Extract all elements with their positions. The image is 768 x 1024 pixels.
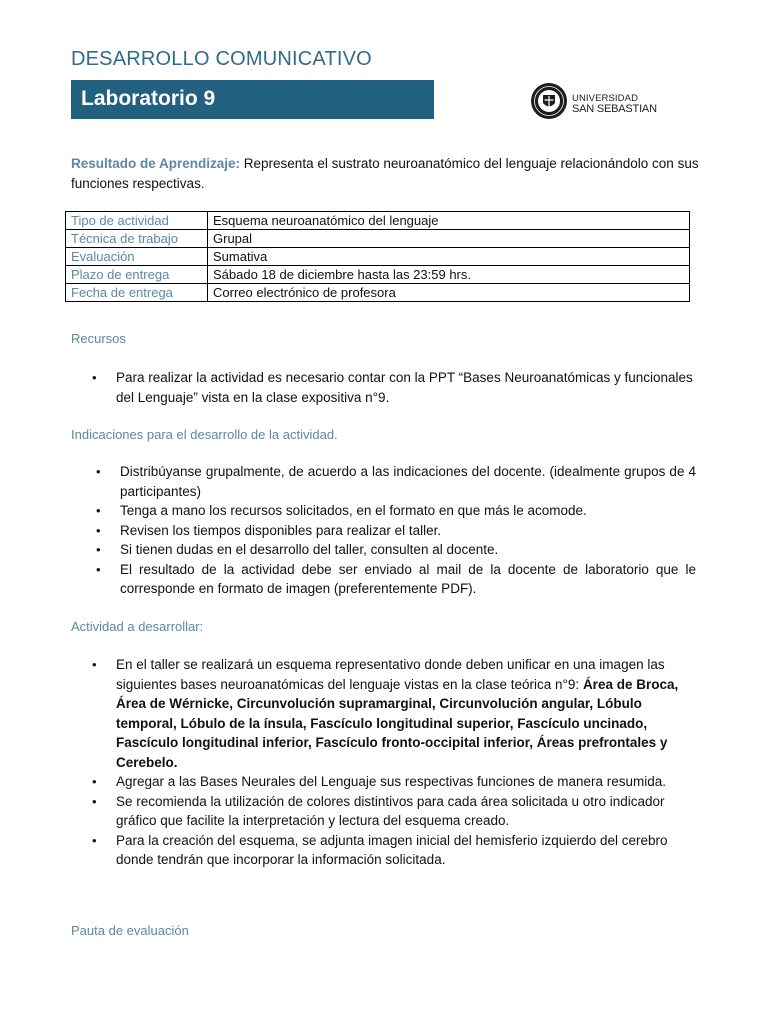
table-key: Fecha de entrega <box>66 284 208 302</box>
table-value: Grupal <box>208 230 690 248</box>
list-item-bold-text: Área de Broca, Área de Wérnicke, Circunvolución supramarginal, Circunvolución angular, Lóbulo temporal, Lóbulo de la ínsula, Fascículo longitudinal superior, Fascículo uncinado, Fascículo longitudinal inferior, Fascículo fronto-occipital inferior, Áreas prefrontales y Cerebelo. <box>116 676 679 770</box>
lab-title: Laboratorio 9 <box>81 87 216 110</box>
table-row <box>66 212 690 230</box>
list-item-text: Agregar a las Bases Neurales del Lenguaje sus respectivas funciones de manera resumida. <box>116 774 667 789</box>
bullet-icon: • <box>92 370 97 385</box>
list-item <box>92 368 694 407</box>
list-item-text: Para la creación del esquema, se adjunta imagen inicial del hemisferio izquierdo del cerebro donde tendrán que incorporar la información solicitada. <box>116 832 668 867</box>
list-item-text: Distribúyanse grupalmente, de acuerdo a las indicaciones del docente. (idealmente grupos de 4 participantes) <box>120 464 696 499</box>
table-row <box>66 266 690 284</box>
table-row <box>66 248 690 266</box>
activity-list <box>92 655 696 870</box>
list-item-text: Si tienen dudas en el desarrollo del taller, consulten al docente. <box>120 542 499 557</box>
learning-outcome-text: Representa el sustrato neuroanatómico del lenguaje relacionándolo con sus funciones respectivas. <box>71 156 699 191</box>
bullet-icon: • <box>96 503 101 518</box>
list-item-text: Se recomienda la utilización de colores distintivos para cada área solicitada u otro indicador gráfico que facilite la interpretación y lectura del esquema creado. <box>116 793 665 828</box>
bullet-icon: • <box>92 832 97 848</box>
resources-list <box>92 368 694 407</box>
table-value: Correo electrónico de profesora <box>208 284 690 302</box>
list-item-text: Tenga a mano los recursos solicitados, en el formato en que más le acomode. <box>120 503 587 518</box>
bullet-icon: • <box>92 793 97 809</box>
bullet-icon: • <box>96 522 101 538</box>
table-key: Técnica de trabajo <box>66 230 208 248</box>
lab-title-banner <box>71 80 434 119</box>
table-row <box>66 284 690 302</box>
table-key: Plazo de entrega <box>66 266 208 284</box>
instructions-heading: Indicaciones para el desarrollo de la actividad. <box>71 427 338 442</box>
table-value: Sábado 18 de diciembre hasta las 23:59 hrs. <box>208 266 690 284</box>
list-item <box>96 462 696 501</box>
learning-outcome-label: Resultado de Aprendizaje: <box>71 156 241 171</box>
bullet-icon: • <box>96 464 101 479</box>
university-seal-icon <box>530 81 568 121</box>
logo-line2: SAN SEBASTIAN <box>572 103 657 115</box>
activity-heading: Actividad a desarrollar: <box>71 619 204 634</box>
bullet-icon: • <box>96 542 101 557</box>
table-value: Sumativa <box>208 248 690 266</box>
list-item-text: El resultado de la actividad debe ser enviado al mail de la docente de laboratorio que le corresponde en formato de imagen (preferentemente PDF). <box>120 561 696 596</box>
list-item-text: En el taller se realizará un esquema representativo donde deben unificar en una imagen las siguientes bases neuroanatómicas del lenguaje vistas en la clase teórica n°9: <box>116 657 665 692</box>
table-key: Evaluación <box>66 248 208 266</box>
resources-heading: Recursos <box>71 331 126 346</box>
university-logo <box>530 81 660 123</box>
bullet-icon: • <box>92 774 97 789</box>
list-item <box>92 655 696 772</box>
instructions-list <box>96 462 696 599</box>
logo-line1: UNIVERSIDAD <box>572 93 639 104</box>
list-item <box>96 501 696 521</box>
evaluation-heading: Pauta de evaluación <box>71 923 189 938</box>
list-item <box>92 772 696 792</box>
course-title: DESARROLLO COMUNICATIVO <box>71 48 372 70</box>
list-item-text: Para realizar la actividad es necesario contar con la PPT “Bases Neuroanatómicas y funcionales del Lenguaje” vista en la clase expositiva n°9. <box>116 370 693 405</box>
learning-outcome <box>71 154 701 194</box>
list-item <box>96 560 696 599</box>
list-item <box>92 792 696 831</box>
table-key: Tipo de actividad <box>66 212 208 230</box>
table-value: Esquema neuroanatómico del lenguaje <box>208 212 690 230</box>
bullet-icon: • <box>92 657 97 672</box>
list-item <box>96 521 696 541</box>
activity-table <box>65 211 690 302</box>
bullet-icon: • <box>96 561 101 577</box>
list-item <box>96 540 696 560</box>
table-row <box>66 230 690 248</box>
list-item-text: Revisen los tiempos disponibles para realizar el taller. <box>120 522 442 538</box>
list-item <box>92 831 696 870</box>
